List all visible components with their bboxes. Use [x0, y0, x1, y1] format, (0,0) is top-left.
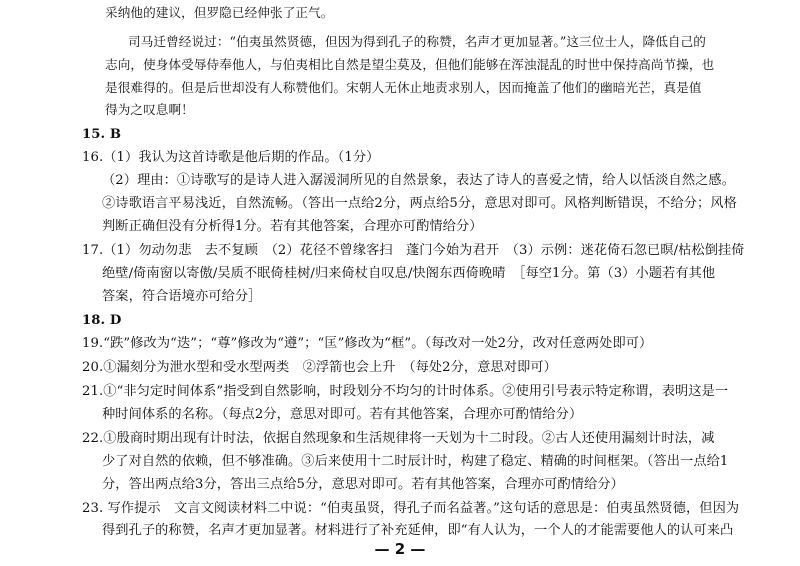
passage-line: 是很难得的。但是后世却没有人称赞他们。宋朝人无休止地责求别人，因而掩盖了他们的幽暗光芒，真是值 [105, 80, 702, 95]
page-number: — 2 — [374, 540, 426, 558]
answer-16-line: ②诗歌语言平易浅近，自然流畅。（答出一点给2分，两点给5分，意思对即可。风格判断错误，不给分；风格 [102, 196, 737, 211]
answer-15: 15. B [82, 127, 122, 142]
passage-line: 采纳他的建议，但罗隐已经伸张了正气。 [105, 5, 334, 20]
answer-16-part2: （2）理由：①诗歌写的是诗人进入潺湲洞所见的自然景象，表达了诗人的喜爱之情，给人以恬淡自然之感。 [102, 173, 735, 188]
answer-17: 17.（1）勿动勿悲 去不复顾 （2）花径不曾缘客扫 蓬门今始为君开 （3）示例：迷花倚石忽已暝/枯松倒挂倚 [82, 243, 745, 258]
passage-line: 司马迁曾经说过：“伯夷虽然贤德，但因为得到孔子的称赞，名声才更加显著。”这三位士人，降低自己的 [128, 34, 706, 49]
answer-16-line: 判断正确但没有分析得1分。若有其他答案，合理亦可酌情给分） [102, 219, 483, 234]
answer-21-line: 种时间体系的名称。（每点2分，意思对即可。若有其他答案，合理亦可酌情给分） [102, 407, 583, 422]
answer-20: 20.①漏刻分为泄水型和受水型两类 ②浮箭也会上升 （每处2分，意思对即可） [82, 360, 557, 375]
answer-17-line: 绝壁/倚南窗以寄傲/吴质不眠倚桂树/归来倚杖自叹息/快阁东西倚晚晴 ［每空1分。第（3）小题若有其他 [102, 266, 716, 281]
passage-line: 志向，使身体受辱侍奉他人，与伯夷相比自然是望尘莫及，但他们能够在浑浊混乱的时世中保持高尚节操，也 [105, 57, 715, 72]
answer-22-line: 分，答出两点给3分，答出三点给5分，意思对即可。若有其他答案，合理亦可酌情给分） [102, 477, 624, 492]
answer-23-line: 得到孔子的称赞，名声才更加显著。材料进行了补充延伸，即“有人认为，一个人的才能需要他人的认可来凸 [102, 523, 734, 538]
answer-22: 22.①殷商时期出现有计时法，依据自然现象和生活规律将一天划为十二时段。②古人还使用漏刻计时法，减 [82, 431, 715, 446]
answer-19: 19.“跌”修改为“迭”；“尊”修改为“遵”；“匡”修改为“框”。（每改对一处2分，改对任意两处即可） [82, 336, 653, 351]
answer-17-line: 答案，符合语境亦可给分］ [102, 289, 262, 304]
answer-22-line: 少了对自然的依赖，但不够准确。③后来使用十二时辰计时，构建了稳定、精确的时间框架。（答出一点给1 [102, 454, 729, 469]
passage-line: 得为之叹息啊！ [105, 102, 194, 117]
answer-18: 18. D [82, 313, 122, 328]
answer-23: 23. 写作提示 文言文阅读材料二中说：“伯夷虽贤，得孔子而名益著。”这句话的意思是：伯夷虽然贤德，但因为 [82, 501, 740, 516]
answer-16-part1: 16.（1）我认为这首诗歌是他后期的作品。（1分） [82, 150, 380, 165]
answer-21: 21.①“非匀定时间体系”指受到自然影响，时段划分不均匀的计时体系。②使用引号表示特定称谓，表明这是一 [82, 384, 729, 399]
